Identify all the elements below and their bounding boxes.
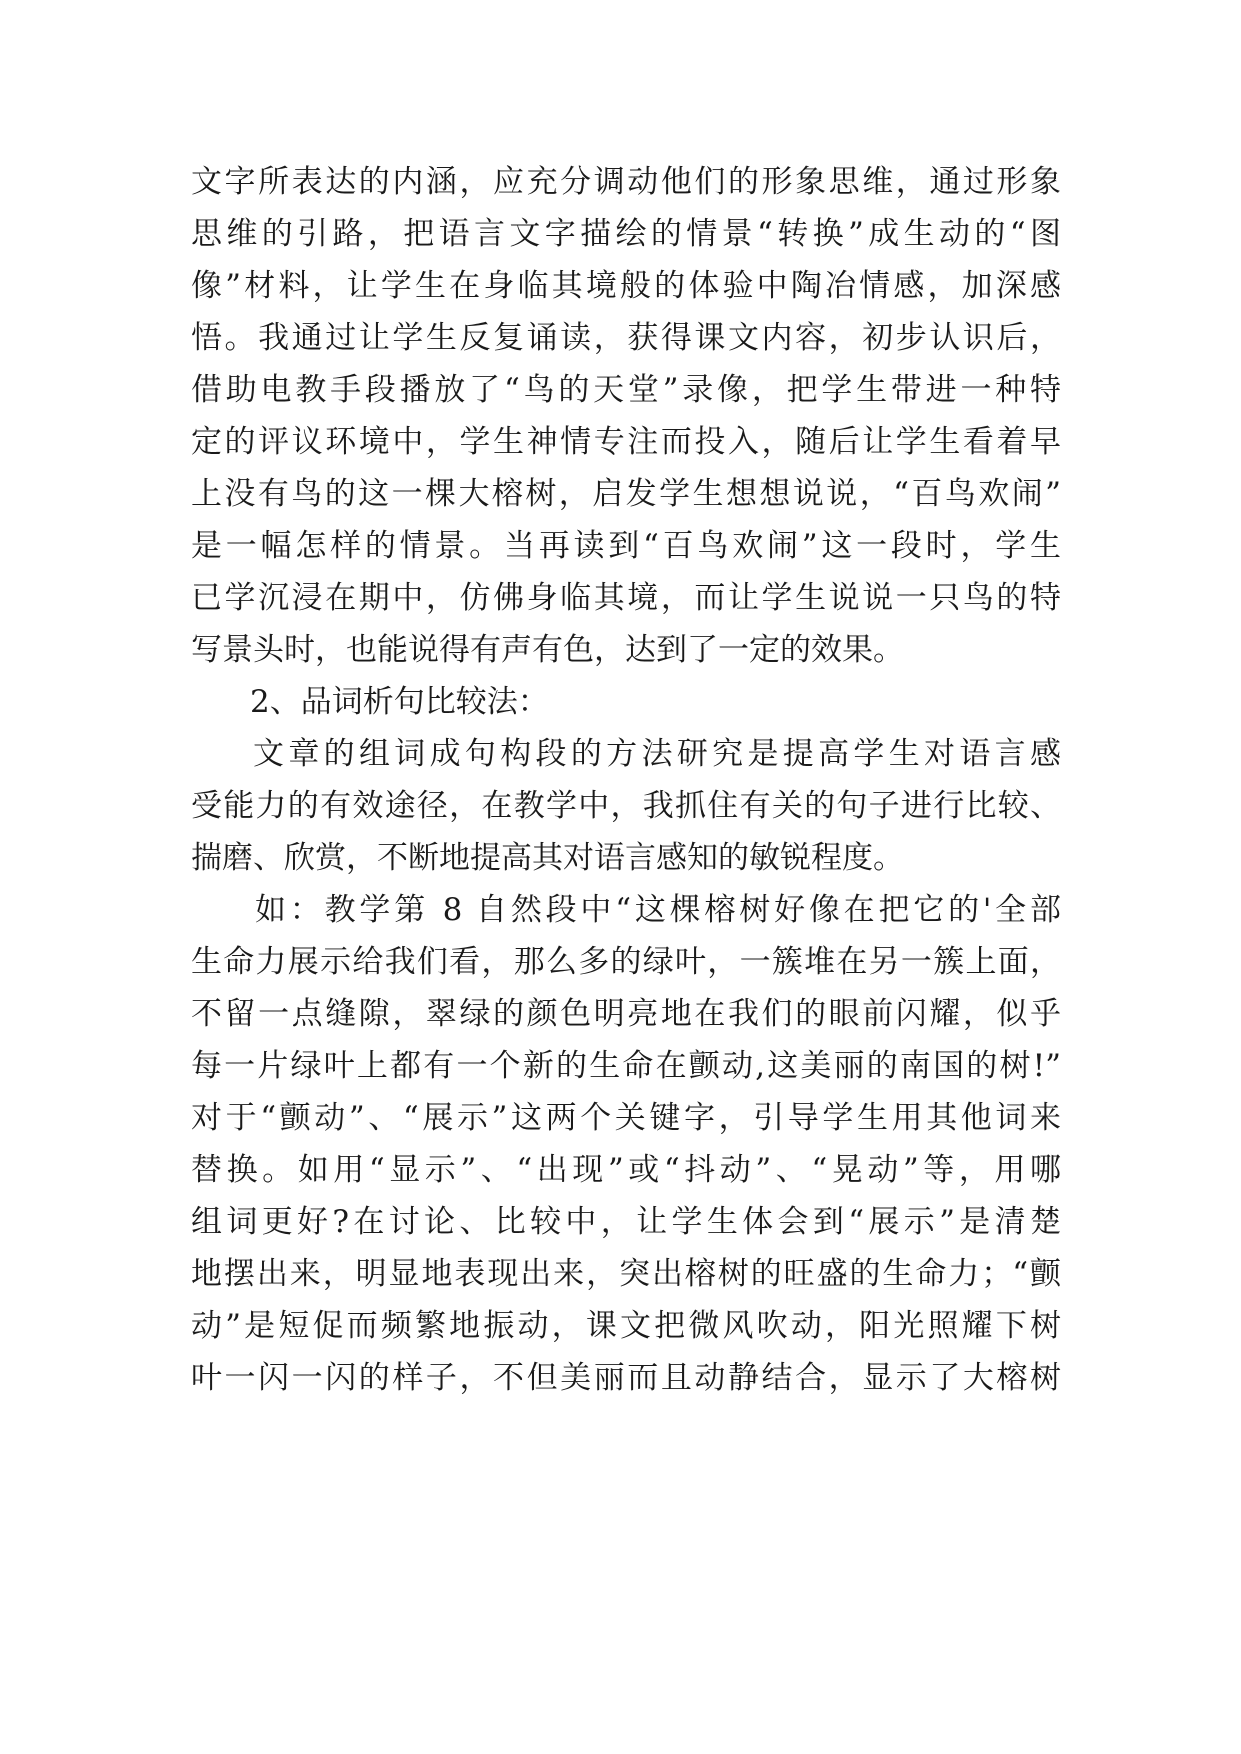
text-line: 替换。如用“显示”、“出现”或“抖动”、“晃动”等，用哪 (191, 1152, 1061, 1188)
text-line: 如：教学第 8 自然段中“这棵榕树好像在把它的'全部 (255, 892, 1061, 928)
text-line: 生命力展示给我们看，那么多的绿叶，一簇堆在另一簇上面， (191, 944, 1061, 980)
text-line: 揣磨、欣赏，不断地提高其对语言感知的敏锐程度。 (191, 840, 904, 876)
text-line: 定的评议环境中，学生神情专注而投入，随后让学生看着早 (191, 424, 1061, 460)
text-line: 上没有鸟的这一棵大榕树，启发学生想想说说，“百鸟欢闹” (191, 476, 1061, 512)
text-line: 写景头时，也能说得有声有色，达到了一定的效果。 (191, 632, 904, 668)
text-line: 不留一点缝隙，翠绿的颜色明亮地在我们的眼前闪耀，似乎 (191, 996, 1061, 1032)
text-line: 每一片绿叶上都有一个新的生命在颤动,这美丽的南国的树!” (191, 1048, 1061, 1084)
text-line: 文章的组词成句构段的方法研究是提高学生对语言感 (253, 736, 1061, 772)
text-line: 已学沉浸在期中，仿佛身临其境，而让学生说说一只鸟的特 (191, 580, 1061, 616)
text-line: 受能力的有效途径，在教学中，我抓住有关的句子进行比较、 (191, 788, 1061, 824)
text-line: 对于“颤动”、“展示”这两个关键字，引导学生用其他词来 (191, 1100, 1061, 1136)
text-line: 借助电教手段播放了“鸟的天堂”录像，把学生带进一种特 (191, 372, 1061, 408)
text-line: 悟。我通过让学生反复诵读，获得课文内容，初步认识后， (191, 320, 1061, 356)
text-line: 叶一闪一闪的样子，不但美丽而且动静结合，显示了大榕树 (191, 1360, 1061, 1396)
text-line: 文字所表达的内涵，应充分调动他们的形象思维，通过形象 (191, 164, 1061, 200)
body-text (191, 156, 1061, 1404)
text-line: 动”是短促而频繁地振动，课文把微风吹动，阳光照耀下树 (191, 1308, 1061, 1344)
section-heading: 2、品词析句比较法： (250, 684, 549, 720)
text-line: 思维的引路，把语言文字描绘的情景“转换”成生动的“图 (191, 216, 1061, 252)
text-line: 地摆出来，明显地表现出来，突出榕树的旺盛的生命力；“颤 (191, 1256, 1061, 1292)
text-line: 组词更好?在讨论、比较中，让学生体会到“展示”是清楚 (191, 1204, 1061, 1240)
text-line: 是一幅怎样的情景。当再读到“百鸟欢闹”这一段时，学生 (191, 528, 1061, 564)
text-line: 像”材料，让学生在身临其境般的体验中陶冶情感，加深感 (191, 268, 1061, 304)
